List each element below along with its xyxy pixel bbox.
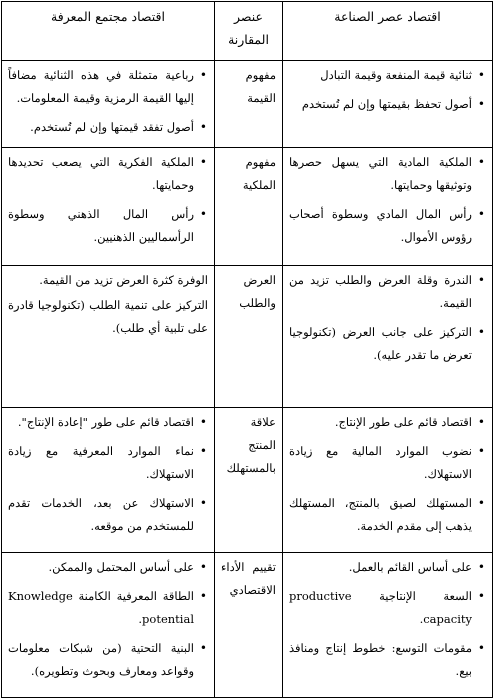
cell-knowledge	[2, 266, 215, 408]
list-item: • نضوب الموارد المالية مع زيادة الاستهلاك.	[289, 440, 472, 486]
list-item: • السعة الإنتاجية productive capacity.	[289, 585, 472, 631]
cell-industrial	[283, 61, 493, 148]
list-item: • رأس المال الذهني وسطوة الرأسماليين الذهنيين.	[8, 203, 194, 249]
list-item: • الملكية الفكرية التي يصعب تحديدها وحمايتها.	[8, 151, 194, 197]
bullet-list	[289, 151, 486, 249]
bullet-list	[8, 151, 208, 249]
list-item: • المستهلك لصيق بالمنتج، المستهلك يذهب إلى مقدم الخدمة.	[289, 492, 472, 538]
cell-knowledge	[2, 408, 215, 553]
bullet-list	[8, 64, 208, 139]
list-item: • رأس المال المادي وسطوة أصحاب رؤوس الأموال.	[289, 203, 472, 249]
comparison-table	[1, 1, 493, 698]
cell-element: علاقة المنتج بالمستهلك	[215, 408, 283, 553]
cell-industrial	[283, 266, 493, 408]
list-item: • أصول تفقد قيمتها وإن لم تُستخدم.	[8, 116, 194, 139]
list-item: • رباعية متمثلة في هذه الثنائية مضافاً إليها القيمة الرمزية وقيمة المعلومات.	[8, 64, 194, 110]
header-row	[2, 2, 493, 61]
cell-knowledge	[2, 61, 215, 148]
bullet-list	[8, 411, 208, 538]
cell-element: العرض والطلب	[215, 266, 283, 408]
list-item: • الاستهلاك عن بعد، الخدمات تقدم للمستخدم من موقعه.	[8, 492, 194, 538]
list-item: • نماء الموارد المعرفية مع زيادة الاستهلاك.	[8, 440, 194, 486]
list-item: • الملكية المادية التي يسهل حصرها وتوثيقها وحمايتها.	[289, 151, 472, 197]
bullet-list	[289, 411, 486, 538]
list-item: • اقتصاد قائم على طور الإنتاج.	[289, 411, 472, 434]
cell-knowledge	[2, 553, 215, 698]
cell-industrial	[283, 408, 493, 553]
bullet-list	[289, 64, 486, 116]
cell-element: مفهوم القيمة	[215, 61, 283, 148]
list-item: • على أساس القائم بالعمل.	[289, 556, 472, 579]
cell-element: مفهوم الملكية	[215, 148, 283, 266]
table-row-ownership	[2, 148, 493, 266]
table-row-value	[2, 61, 493, 148]
bullet-list	[289, 556, 486, 683]
header-knowledge: اقتصاد مجتمع المعرفة	[2, 2, 215, 61]
bullet-list	[8, 556, 208, 683]
list-item: • الطاقة المعرفية الكامنة Knowledge potential.	[8, 585, 194, 631]
list-item: • الندرة وقلة العرض والطلب تزيد من القيمة.	[289, 269, 472, 315]
table-row-producer-consumer	[2, 408, 493, 553]
list-item: • على أساس المحتمل والممكن.	[8, 556, 194, 579]
cell-industrial	[283, 553, 493, 698]
header-industrial: اقتصاد عصر الصناعة	[283, 2, 493, 61]
cell-text: الوفرة كثرة العرض تزيد من القيمة.	[39, 273, 208, 287]
list-item: • البنية التحتية (من شبكات معلومات وقواعد ومعارف وبحوث وتطويره).	[8, 637, 194, 683]
list-item: • اقتصاد قائم على طور "إعادة الإنتاج".	[8, 411, 194, 434]
cell-knowledge	[2, 148, 215, 266]
cell-text: التركيز على تنمية الطلب (تكنولوجيا قادرة على تلبية أي طلب).	[8, 298, 208, 335]
list-item: • مقومات التوسع: خطوط إنتاج ومنافذ بيع.	[289, 637, 472, 683]
table-row-performance	[2, 553, 493, 698]
header-element: عنصر المقارنة	[215, 2, 283, 61]
list-item: • التركيز على جانب العرض (تكنولوجيا تعرض ما تقدر عليه).	[289, 321, 472, 367]
cell-element: تقييم الأداء الاقتصادي	[215, 553, 283, 698]
table-row-supply-demand	[2, 266, 493, 408]
cell-industrial	[283, 148, 493, 266]
bullet-list	[289, 269, 486, 367]
list-item: • أصول تحفظ بقيمتها وإن لم تُستخدم	[289, 93, 472, 116]
list-item: • ثنائية قيمة المنفعة وقيمة التبادل	[289, 64, 472, 87]
